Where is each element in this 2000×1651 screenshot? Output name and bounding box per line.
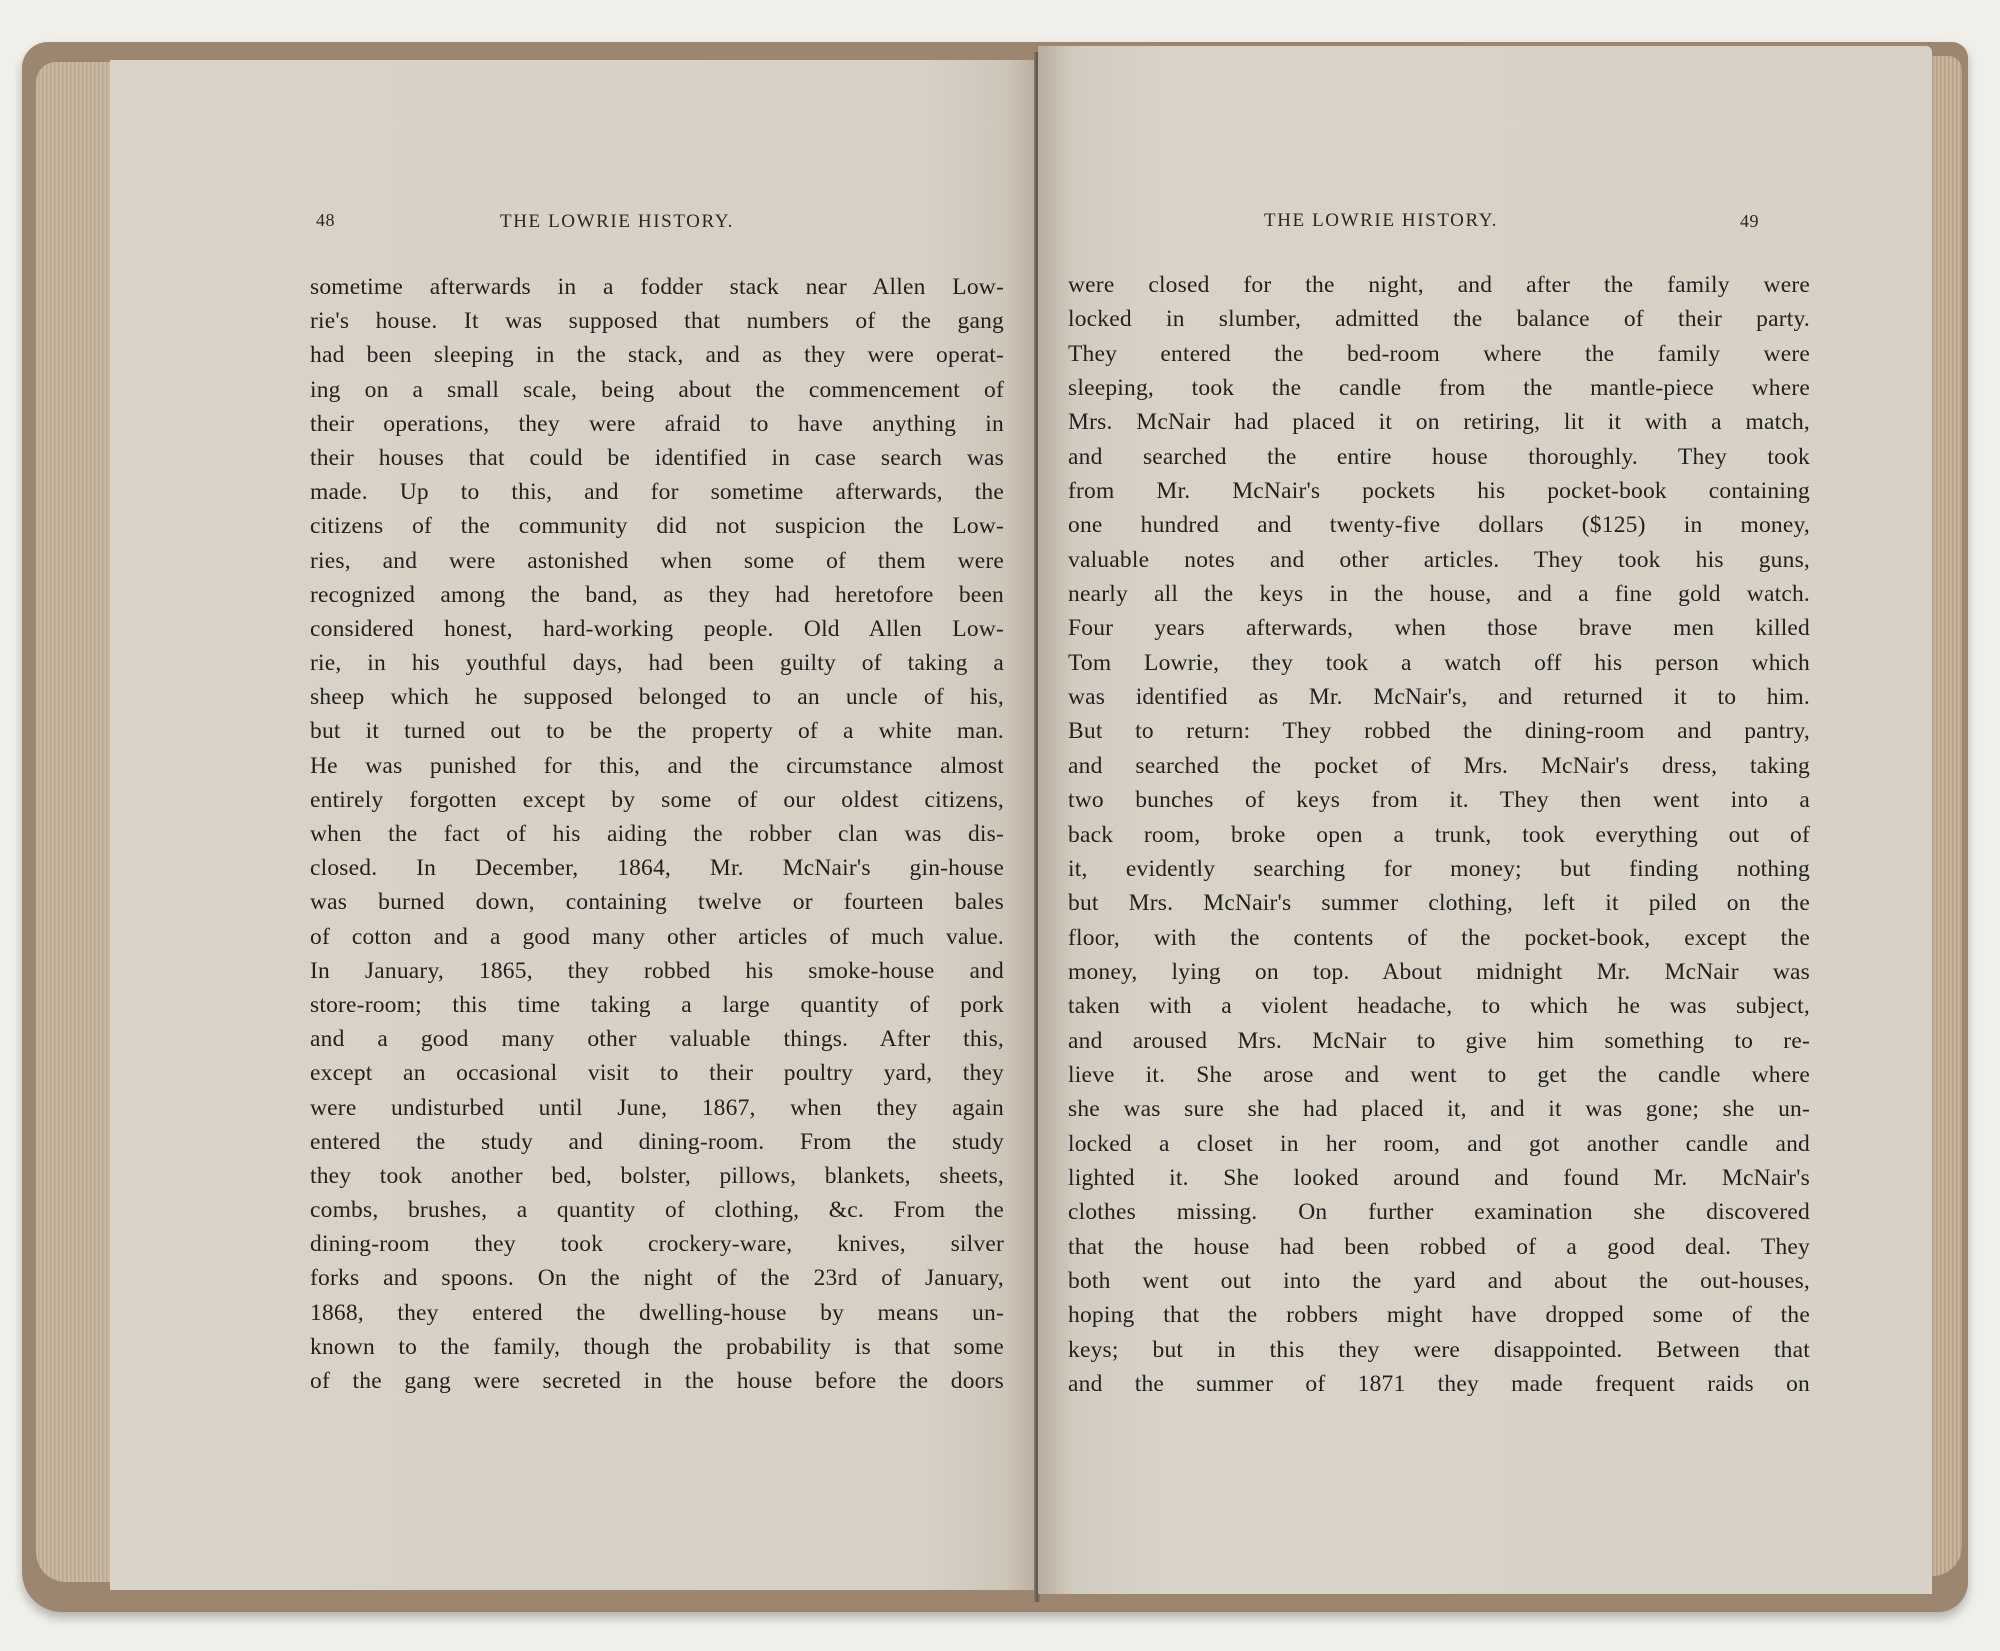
- text-line: they took another bed, bolster, pillows, blankets, sheets,: [310, 1162, 1004, 1189]
- right-page: [1038, 46, 1932, 1594]
- left-page: [110, 60, 1036, 1590]
- text-line: taken with a violent headache, to which he was subject,: [1068, 993, 1810, 1020]
- text-line: of the gang were secreted in the house before the doors: [310, 1368, 1004, 1394]
- text-line: dining-room they took crockery-ware, knives, silver: [310, 1231, 1004, 1258]
- text-line: one hundred and twenty-five dollars ($125) in money,: [1068, 512, 1810, 539]
- text-line: sleeping, took the candle from the mantle-piece where: [1068, 375, 1810, 402]
- text-line: valuable notes and other articles. They took his guns,: [1068, 546, 1810, 573]
- text-line: their operations, they were afraid to have anything in: [310, 410, 1004, 437]
- text-line: had been sleeping in the stack, and as they were operat-: [310, 342, 1004, 369]
- text-line: two bunches of keys from it. They then went into a: [1068, 787, 1810, 814]
- text-line: and the summer of 1871 they made frequent raids on: [1068, 1371, 1810, 1397]
- left-page-body: [310, 270, 1004, 1398]
- text-line: rie, in his youthful days, had been guilty of taking a: [310, 650, 1004, 677]
- text-line: combs, brushes, a quantity of clothing, &c. From the: [310, 1197, 1004, 1224]
- text-line: locked in slumber, admitted the balance of their party.: [1068, 306, 1810, 333]
- text-line: she was sure she had placed it, and it was gone; she un-: [1068, 1096, 1810, 1123]
- text-line: floor, with the contents of the pocket-book, except the: [1068, 924, 1810, 951]
- text-line: ing on a small scale, being about the commencement of: [310, 376, 1004, 403]
- right-page-body: [1068, 268, 1810, 1401]
- text-line: rie's house. It was supposed that numbers of the gang: [310, 308, 1004, 335]
- text-line: were undisturbed until June, 1867, when they again: [310, 1094, 1004, 1121]
- text-line: considered honest, hard-working people. Old Allen Low-: [310, 615, 1004, 642]
- text-line: Mrs. McNair had placed it on retiring, lit it with a match,: [1068, 409, 1810, 436]
- text-line: were closed for the night, and after the family were: [1068, 272, 1810, 298]
- text-line: Four years afterwards, when those brave men killed: [1068, 615, 1810, 642]
- text-line: closed. In December, 1864, Mr. McNair's gin-house: [310, 855, 1004, 882]
- text-line: But to return: They robbed the dining-room and pantry,: [1068, 718, 1810, 745]
- text-line: recognized among the band, as they had heretofore been: [310, 581, 1004, 608]
- open-book: [22, 42, 1968, 1612]
- text-line: Tom Lowrie, they took a watch off his person which: [1068, 649, 1810, 676]
- text-line: was burned down, containing twelve or fourteen bales: [310, 889, 1004, 916]
- text-line: and aroused Mrs. McNair to give him something to re-: [1068, 1027, 1810, 1054]
- right-page-number: 49: [1740, 211, 1759, 231]
- text-line: it, evidently searching for money; but finding nothing: [1068, 855, 1810, 882]
- text-line: ries, and were astonished when some of them were: [310, 547, 1004, 574]
- text-line: forks and spoons. On the night of the 23rd of January,: [310, 1265, 1004, 1292]
- text-line: but it turned out to be the property of a white man.: [310, 718, 1004, 745]
- text-line: store-room; this time taking a large quantity of pork: [310, 991, 1004, 1018]
- text-line: lieve it. She arose and went to get the candle where: [1068, 1061, 1810, 1088]
- left-running-head: THE LOWRIE HISTORY.: [500, 211, 734, 232]
- text-line: citizens of the community did not suspicion the Low-: [310, 513, 1004, 540]
- text-line: and searched the entire house thoroughly. They took: [1068, 443, 1810, 470]
- right-running-head: THE LOWRIE HISTORY.: [1264, 210, 1498, 231]
- text-line: keys; but in this they were disappointed. Between that: [1068, 1336, 1810, 1363]
- text-line: entered the study and dining-room. From the study: [310, 1128, 1004, 1155]
- text-line: except an occasional visit to their poultry yard, they: [310, 1060, 1004, 1087]
- text-line: and a good many other valuable things. After this,: [310, 1026, 1004, 1053]
- text-line: known to the family, though the probability is that some: [310, 1333, 1004, 1360]
- text-line: back room, broke open a trunk, took everything out of: [1068, 821, 1810, 848]
- text-line: nearly all the keys in the house, and a fine gold watch.: [1068, 581, 1810, 608]
- text-line: lighted it. She looked around and found Mr. McNair's: [1068, 1164, 1810, 1191]
- text-line: In January, 1865, they robbed his smoke-house and: [310, 957, 1004, 984]
- text-line: money, lying on top. About midnight Mr. McNair was: [1068, 958, 1810, 985]
- text-line: of cotton and a good many other articles of much value.: [310, 923, 1004, 950]
- text-line: when the fact of his aiding the robber clan was dis-: [310, 821, 1004, 847]
- text-line: their houses that could be identified in case search was: [310, 444, 1004, 471]
- text-line: sometime afterwards in a fodder stack near Allen Low-: [310, 274, 1004, 300]
- text-line: clothes missing. On further examination she discovered: [1068, 1199, 1810, 1226]
- text-line: 1868, they entered the dwelling-house by means un-: [310, 1299, 1004, 1326]
- text-line: He was punished for this, and the circumstance almost: [310, 752, 1004, 779]
- text-line: and searched the pocket of Mrs. McNair's dress, taking: [1068, 752, 1810, 779]
- text-line: but Mrs. McNair's summer clothing, left it piled on the: [1068, 890, 1810, 917]
- text-line: both went out into the yard and about the out-houses,: [1068, 1267, 1810, 1294]
- text-line: entirely forgotten except by some of our oldest citizens,: [310, 786, 1004, 813]
- text-line: that the house had been robbed of a good deal. They: [1068, 1233, 1810, 1260]
- text-line: made. Up to this, and for sometime afterwards, the: [310, 479, 1004, 506]
- text-line: locked a closet in her room, and got another candle and: [1068, 1130, 1810, 1157]
- text-line: from Mr. McNair's pockets his pocket-book containing: [1068, 478, 1810, 505]
- text-line: sheep which he supposed belonged to an uncle of his,: [310, 684, 1004, 711]
- text-line: They entered the bed-room where the family were: [1068, 340, 1810, 367]
- left-page-number: 48: [316, 210, 335, 230]
- text-line: was identified as Mr. McNair's, and returned it to him.: [1068, 684, 1810, 711]
- text-line: hoping that the robbers might have dropped some of the: [1068, 1302, 1810, 1329]
